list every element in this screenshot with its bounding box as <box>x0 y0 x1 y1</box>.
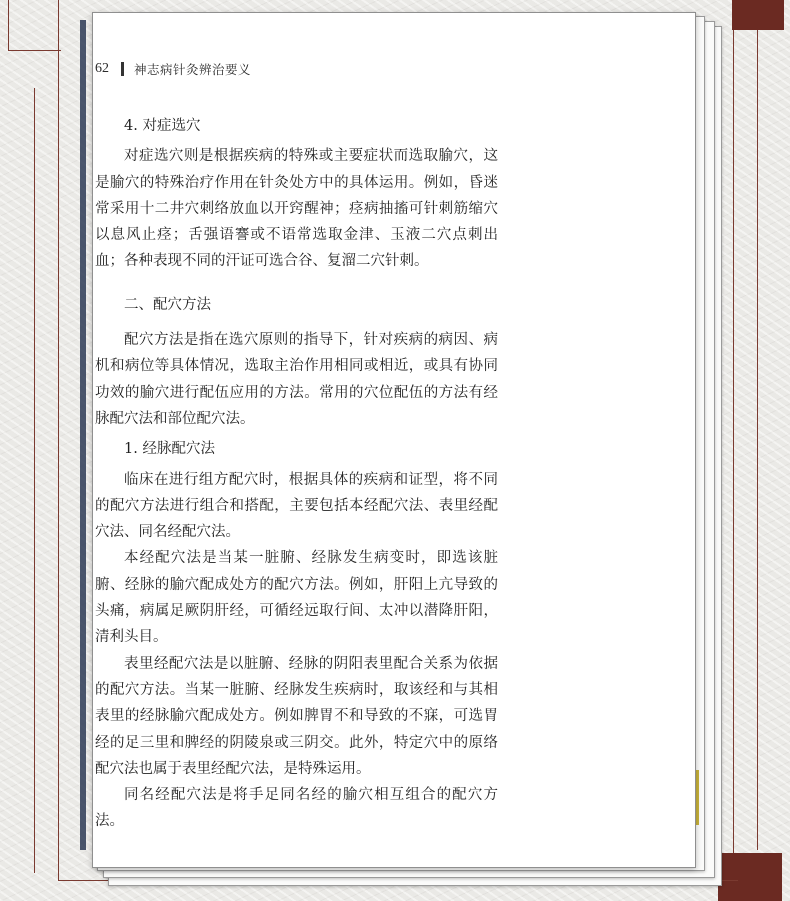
paragraph-same-name-meridian: 同名经配穴法是将手足同名经的腧穴相互组合的配穴方法。 <box>95 787 498 830</box>
section-heading-symptom-points: 4. 对症选穴 <box>124 118 201 134</box>
header-divider <box>121 62 124 76</box>
frame-line-right-outer <box>757 30 759 850</box>
paragraph-meridian-intro: 临床在进行组方配穴时，根据具体的疾病和证型，将不同的配穴方法进行组合和搭配，主要包括本经配穴法、表里经配穴法、同名经配穴法。 <box>95 471 498 541</box>
frame-line-left-inner <box>58 0 60 880</box>
frame-block-bottom-right <box>718 853 782 901</box>
running-header <box>95 60 515 78</box>
frame-block-top-right <box>732 0 784 30</box>
chapter-heading-point-combination: 二、配穴方法 <box>124 296 211 313</box>
paragraph-exterior-interior: 表里经配穴法是以脏腑、经脉的阴阳表里配合关系为依据的配穴方法。当某一脏腑、经脉发生疾病时，取该经和与其相表里的经脉腧穴配成处方。例如脾胃不和导致的不寐，可选胃经的足三里和脾经的阴陵泉或三阴交。此外，特定穴中的原络配穴法也属于表里经配穴法，是特殊运用。 <box>95 655 498 777</box>
section-heading-meridian-combination: 1. 经脉配穴法 <box>124 441 215 458</box>
page-number: 62 <box>95 61 109 76</box>
paragraph-point-combination: 配穴方法是指在选穴原则的指导下，针对疾病的病因、病机和病位等具体情况，选取主治作用相同或相近，或具有协同功效的腧穴进行配伍应用的方法。常用的穴位配伍的方法有经脉配穴法和部位配穴法。 <box>95 332 498 427</box>
frame-line-top-left <box>8 0 61 51</box>
paragraph-symptom-points: 对症选穴则是根据疾病的特殊或主要症状而选取腧穴，这是腧穴的特殊治疗作用在针灸处方中的具体运用。例如，昏迷常采用十二井穴刺络放血以开窍醒神；痉病抽搐可针刺筋缩穴以息风止痉；舌强语謇或不语常选取金津、玉液二穴点刺出血；各种表现不同的汗证可选合谷、复溜二穴针刺。 <box>95 148 498 270</box>
book-title: 神志病针灸辨治要义 <box>134 62 252 77</box>
paragraph-same-meridian: 本经配穴法是当某一脏腑、经脉发生病变时，即选该脏腑、经脉的腧穴配成处方的配穴方法。例如，肝阳上亢导致的头痛，病属足厥阴肝经，可循经远取行间、太冲以潜降肝阳，清利头目。 <box>95 550 498 646</box>
frame-line-right-inner <box>733 30 735 853</box>
page-content <box>95 113 498 835</box>
frame-line-left-outer <box>34 88 36 873</box>
stack-edge-dark-left <box>80 20 86 850</box>
